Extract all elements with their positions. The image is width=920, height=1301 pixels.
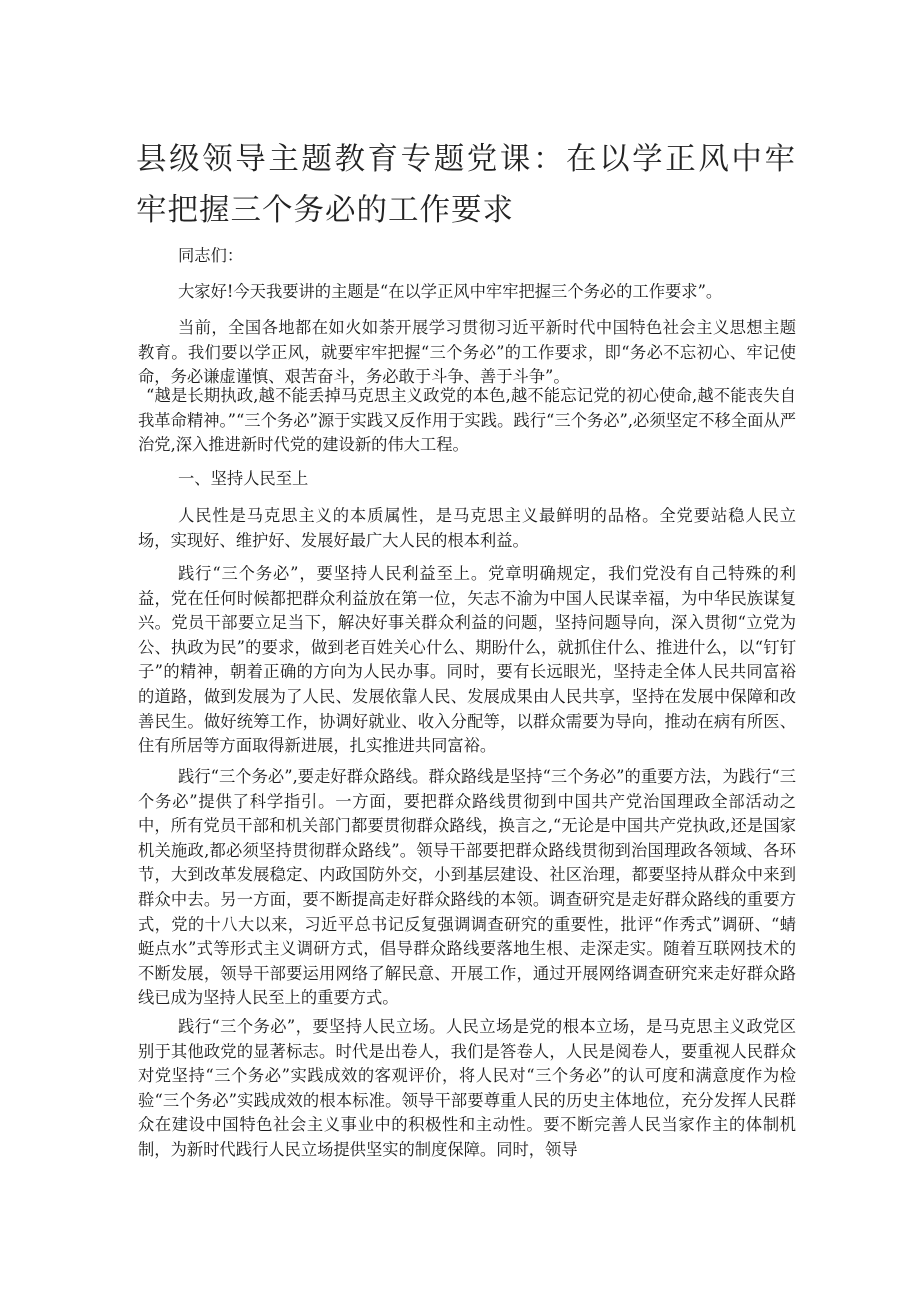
section1-paragraph-4: 践行“三个务必”，要坚持人民立场。人民立场是党的根本立场，是马克思主义政党区别于其他政党的显著标志。时代是出卷人，我们是答卷人，人民是阅卷人，要重视人民群众对党坚持“三个务必”实践成效的客观评价，将人民对“三个务必”的认可度和满意度作为检验“三个务必”实践成效的根本标准。领导干部要尊重人民的历史主体地位，充分发挥人民群众在建设中国特色社会主义事业中的积极性和主动性。要不断完善人民当家作主的体制机制，为新时代践行人民立场提供坚实的制度保障。同时，领导 xyxy=(138,1017,796,1159)
section-heading-1: 一、坚持人民至上 xyxy=(178,469,309,488)
section1-paragraph-2: 践行“三个务必”，要坚持人民利益至上。党章明确规定，我们党没有自己特殊的利益，党在任何时候都把群众利益放在第一位，矢志不渝为中国人民谋幸福，为中华民族谋复兴。党员干部要立足当下，解决好事关群众利益的问题，坚持问题导向，深入贯彻“立党为公、执政为民”的要求，做到老百姓关心什么、期盼什么，就抓住什么、推进什么，以“钉钉子”的精神，朝着正确的方向为人民办事。同时，要有长远眼光，坚持走全体人民共同富裕的道路，做到发展为了人民、发展依靠人民、发展成果由人民共享，坚持在发展中保障和改善民生。做好统筹工作，协调好就业、收入分配等，以群众需要为导向，推动在病有所医、住有所居等方面取得新进展，扎实推进共同富裕。 xyxy=(138,564,796,756)
section1-paragraph-3: 践行“三个务必”,要走好群众路线。群众路线是坚持“三个务必”的重要方法，为践行“三个务必”提供了科学指引。一方面，要把群众路线贯彻到中国共产党治国理政全部活动之中，所有党员干部和机关部门都要贯彻群众路线，换言之,“无论是中国共产党执政,还是国家机关施政,都必须坚持贯彻群众路线”。领导干部要把群众路线贯彻到治国理政各领域、各环节，大到改革发展稳定、内政国防外交，小到基层建设、社区治理，都要坚持从群众中来到群众中去。另一方面，要不断提高走好群众路线的本领。调查研究是走好群众路线的重要方式，党的十八大以来，习近平总书记反复强调调查研究的重要性，批评“作秀式”调研、“蜻蜓点水”式等形式主义调研方式，倡导群众路线要落地生根、走深走实。随着互联网技术的不断发展，领导干部要运用网络了解民意、开展工作，通过开展网络调查研究来走好群众路线已成为坚持人民至上的重要方式。 xyxy=(138,767,796,1008)
document-title: 县级领导主题教育专题党课：在以学正风中牢牢把握三个务必的工作要求 xyxy=(136,142,796,228)
intro-paragraph-1: 当前，全国各地都在如火如荼开展学习贯彻习近平新时代中国特色社会主义思想主题教育。我们要以学正风，就要牢牢把握“三个务必”的工作要求，即“务必不忘初心、牢记使命，务必谦虚谨慎、艰苦奋斗，务必敢于斗争、善于斗争”。 xyxy=(138,318,796,387)
section1-paragraph-1: 人民性是马克思主义的本质属性，是马克思主义最鲜明的品格。全党要站稳人民立场，实现好、维护好、发展好最广大人民的根本利益。 xyxy=(138,506,796,550)
salutation: 同志们： xyxy=(178,246,244,265)
intro-paragraph-2: “越是长期执政,越不能丢掉马克思主义政党的本色,越不能忘记党的初心使命,越不能丧失自我革命精神。”“三个务必”源于实践又反作用于实践。践行“三个务必”,必须坚定不移全面从严治党,深入推进新时代党的建设新的伟大工程。 xyxy=(138,386,796,455)
opening-paragraph: 大家好!今天我要讲的主题是“在以学正风中牢牢把握三个务必的工作要求”。 xyxy=(178,282,723,301)
